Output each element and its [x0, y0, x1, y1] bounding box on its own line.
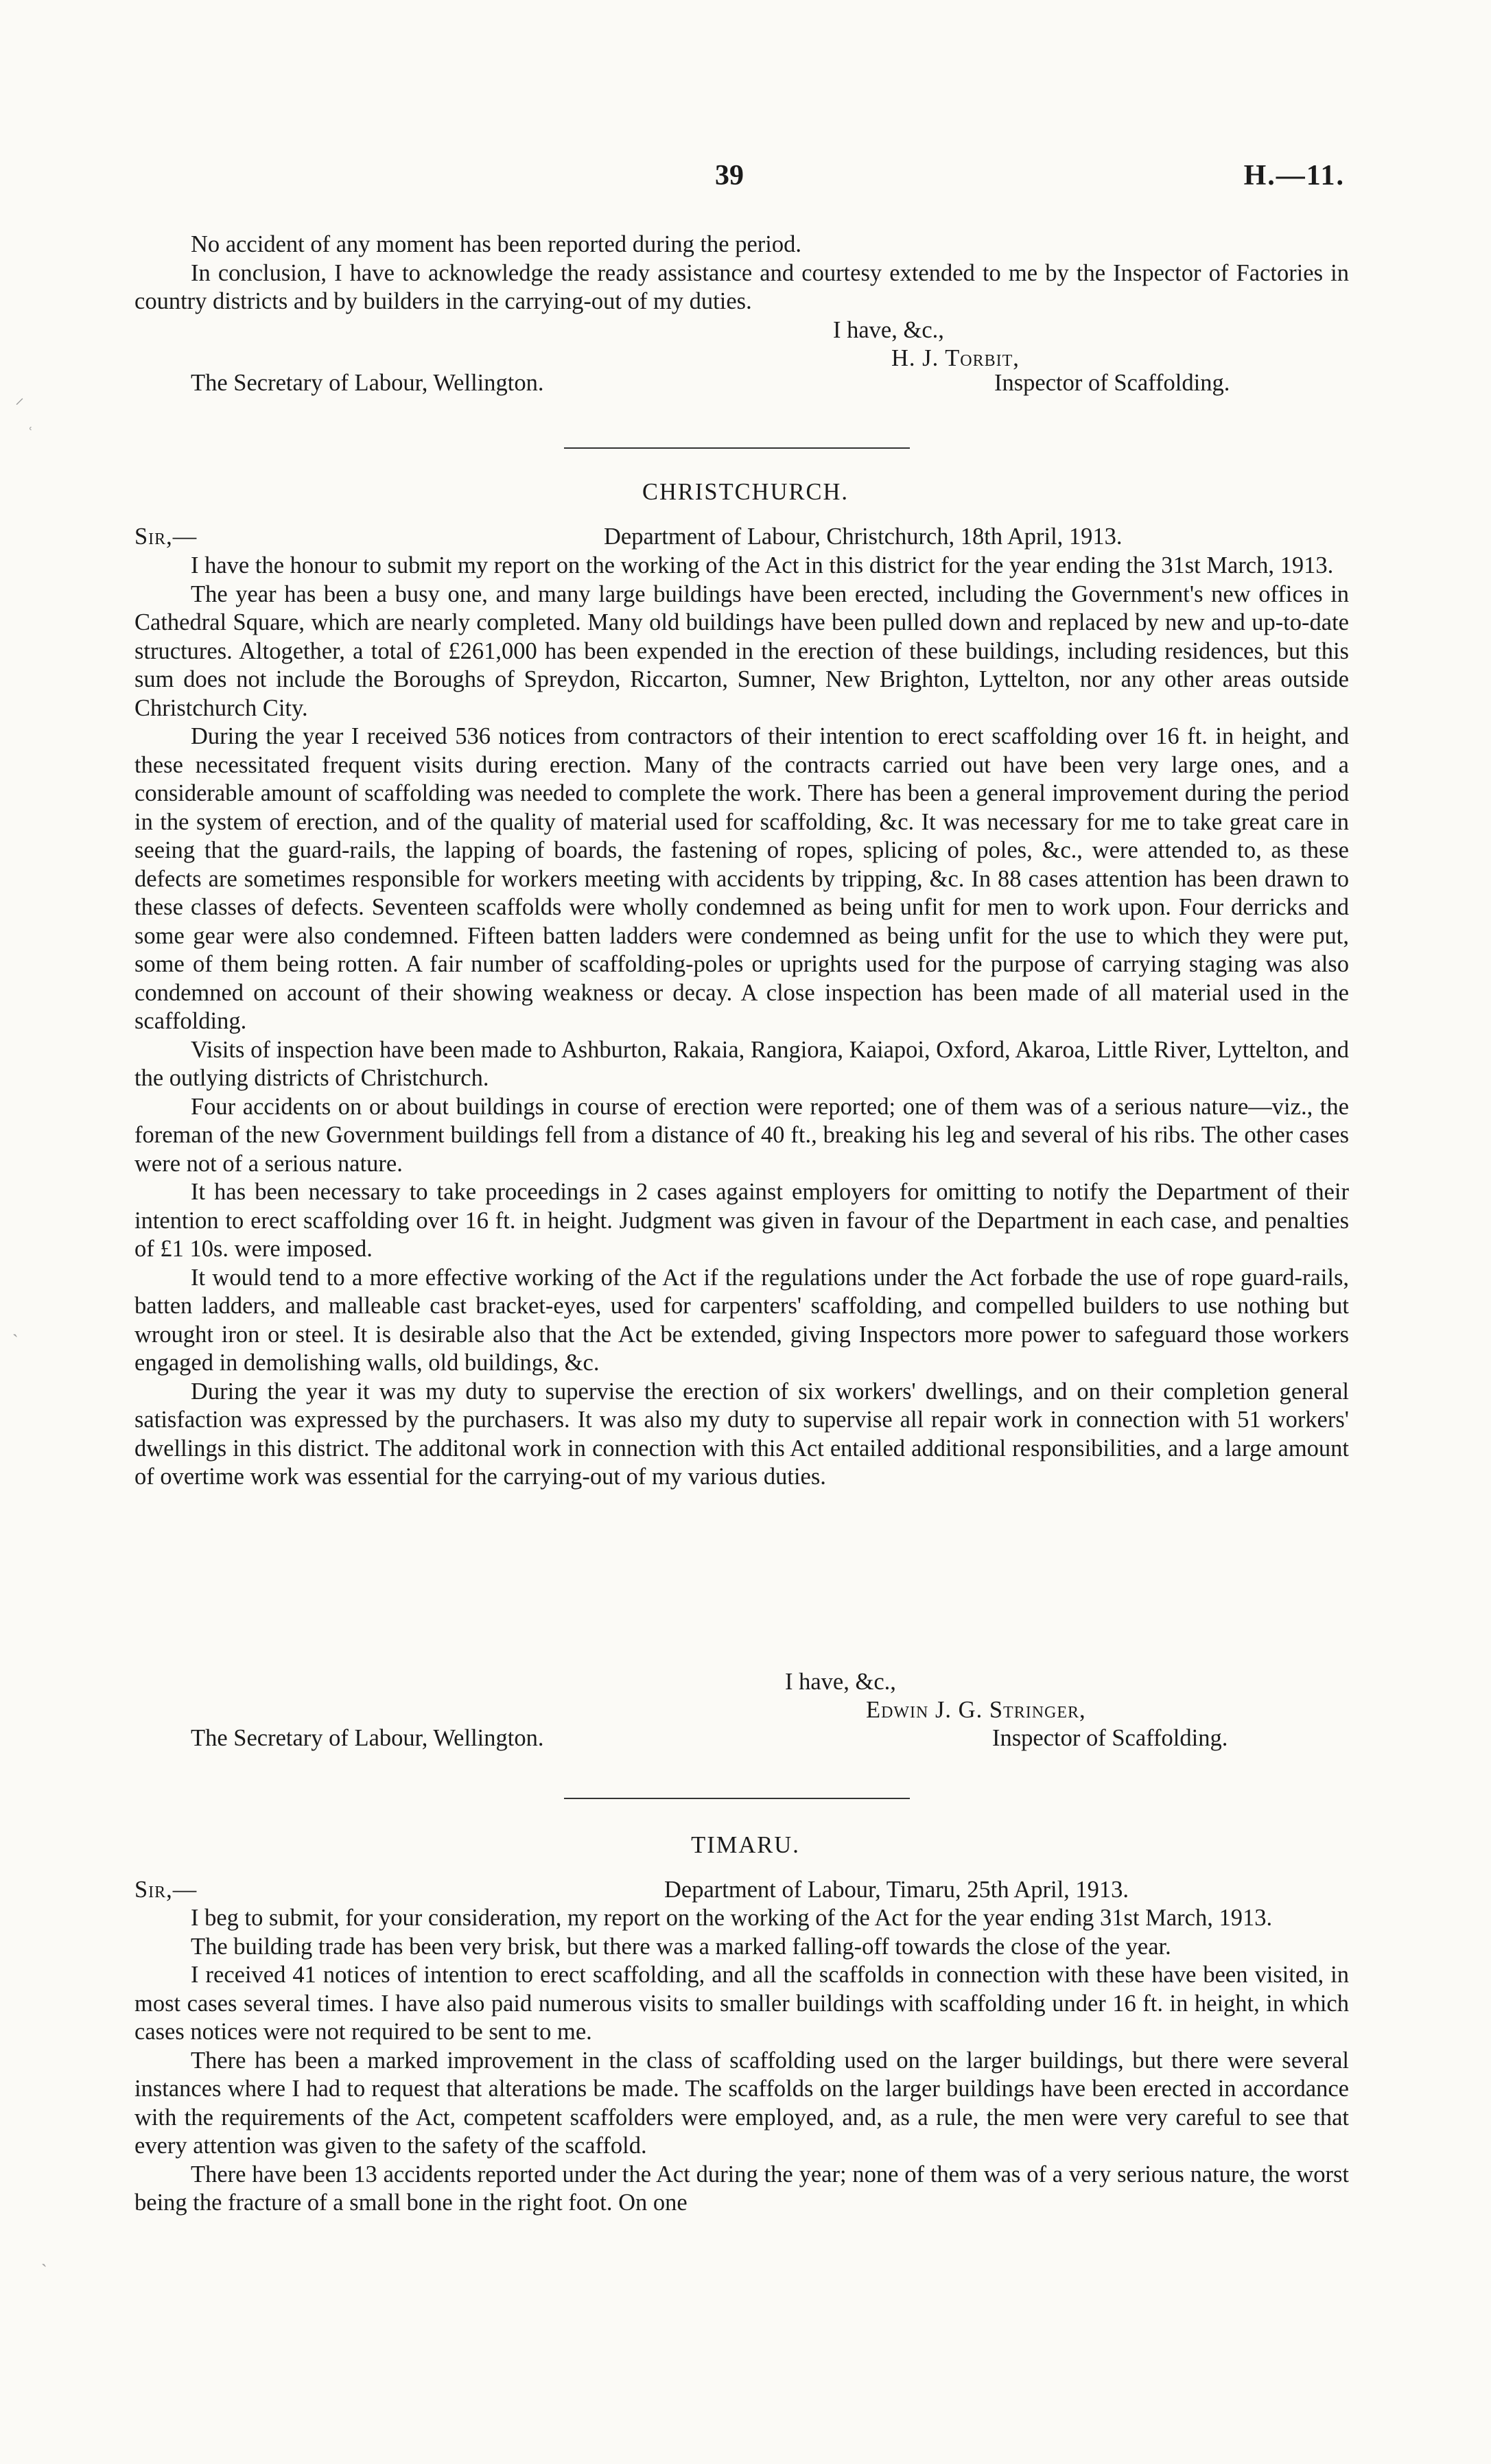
addressee: The Secretary of Labour, Wellington. [191, 370, 544, 396]
document-code: H.—11. [1243, 160, 1345, 191]
signature-name: H. J. Torbit, [891, 345, 1020, 371]
scan-mark: ⸝ [15, 388, 25, 408]
signature-title: Inspector of Scaffolding. [992, 1725, 1228, 1751]
paragraph: Four accidents on or about buildings in course of erection were reported; one of them was of a serious nature—viz., the foreman of the new Government buildings fell from a distance of 40 ft., breaking his leg and several of his ribs. The other cases were not of a serious nature. [134, 1093, 1349, 1177]
previous-report-tail [134, 231, 1349, 316]
timaru-report-body [134, 1904, 1349, 2218]
paragraph: It would tend to a more effective working of the Act if the regulations under the Act forbade the use of rope guard-rails, batten ladders, and malleable cast bracket-eyes, used for carpenters' scaffolding, and compelled builders to use nothing but wrought iron or steel. It is desirable also that the Act be extended, giving Inspectors more power to safeguard those workers engaged in demolishing walls, old buildings, &c. [134, 1264, 1349, 1376]
paragraph: I received 41 notices of intention to erect scaffolding, and all the scaffolds in connection with these have been visited, in most cases several times. I have also paid numerous visits to smaller buildings with scaffolding under 16 ft. in height, in which cases notices were not required to be sent to me. [134, 1962, 1349, 2045]
section-heading-timaru: TIMARU. [691, 1832, 800, 1858]
page-number: 39 [715, 160, 744, 191]
scan-mark: ˎ [12, 1317, 19, 1337]
dateline: Department of Labour, Christchurch, 18th April, 1913. [604, 524, 1123, 550]
paragraph: Visits of inspection have been made to Ashburton, Rakaia, Rangiora, Kaiapoi, Oxford, Akaroa, Little River, Lyttelton, and the outlying districts of Christchurch. [134, 1036, 1349, 1091]
dateline: Department of Labour, Timaru, 25th April, 1913. [664, 1877, 1129, 1903]
paragraph: The year has been a busy one, and many large buildings have been erected, including the Government's new offices in Cathedral Square, which are nearly completed. Many old buildings have been pulled down and replaced by new and up-to-date structures. Altogether, a total of £261,000 has been expended in the erection of these buildings, including residences, but this sum does not include the Boroughs of Spreydon, Riccarton, Sumner, New Brighton, Lyttelton, nor any other areas outside Christchurch City. [134, 580, 1349, 721]
section-divider [564, 1798, 910, 1799]
section-heading-christchurch: CHRISTCHURCH. [642, 479, 849, 505]
paragraph: No accident of any moment has been reported during the period. [191, 231, 801, 257]
section-divider [564, 447, 910, 449]
closing: I have, &c., [785, 1669, 896, 1695]
paragraph: During the year it was my duty to supervise the erection of six workers' dwellings, and on their completion general satisfaction was expressed by the purchasers. It was also my duty to supervise all repair work in connection with 51 workers' dwellings in this district. The additonal work in connection with this Act entailed additional responsibilities, and a large amount of overtime work was essential for the carrying-out of my various duties. [134, 1378, 1349, 1490]
paragraph: I beg to submit, for your consideration, my report on the working of the Act for the year ending 31st March, 1913. [191, 1905, 1273, 1931]
paragraph: The building trade has been very brisk, but there was a marked falling-off towards the close of the year. [191, 1933, 1171, 1960]
paragraph: I have the honour to submit my report on the working of the Act in this district for the year ending the 31st March, 1913. [191, 552, 1334, 578]
closing: I have, &c., [833, 317, 944, 343]
scan-mark: ˓ [27, 415, 34, 435]
signature-name: Edwin J. G. Stringer, [866, 1697, 1086, 1723]
scan-mark: ˏ [41, 2247, 47, 2267]
paragraph: During the year I received 536 notices from contractors of their intention to erect scaffolding over 16 ft. in height, and these necessitated frequent visits during erection. Many of the contracts carried out have been very large ones, and a considerable amount of scaffolding was needed to complete the work. There has been a general improvement during the period in the system of erection, and of the quality of material used for scaffolding, &c. It was necessary for me to take great care in seeing that the guard-rails, the lapping of boards, the fastening of ropes, splicing of poles, &c., were attended to, as these defects are sometimes responsible for workers meeting with accidents by tripping, &c. In 88 cases attention has been drawn to these classes of defects. Seventeen scaffolds were wholly condemned as being unfit for men to work upon. Four derricks and some gear were also condemned. Fifteen batten ladders were condemned as being unfit for the use to which they were put, some of them being rotten. A fair number of scaffolding-poles or uprights used for the purpose of carrying staging was also condemned on account of their showing weakness or decay. A close inspection has been made of all material used in the scaffolding. [134, 723, 1349, 1034]
paragraph: There have been 13 accidents reported under the Act during the year; none of them was of a very serious nature, the worst being the fracture of a small bone in the right foot. On one [134, 2161, 1349, 2216]
signature-title: Inspector of Scaffolding. [994, 370, 1230, 396]
addressee: The Secretary of Labour, Wellington. [191, 1725, 544, 1751]
paragraph: In conclusion, I have to acknowledge the ready assistance and courtesy extended to me by the Inspector of Factories in country districts and by builders in the carrying-out of my duties. [134, 259, 1349, 314]
salutation: Sir,— [134, 1877, 198, 1903]
paragraph: It has been necessary to take proceedings in 2 cases against employers for omitting to notify the Department of their intention to erect scaffolding over 16 ft. in height. Judgment was given in favour of the Department in each case, and penalties of £1 10s. were imposed. [134, 1179, 1349, 1262]
christchurch-report-body [134, 552, 1349, 1492]
salutation: Sir,— [134, 524, 198, 550]
paragraph: There has been a marked improvement in the class of scaffolding used on the larger buildings, but there were several instances where I had to request that alterations be made. The scaffolds on the larger buildings have been erected in accordance with the requirements of the Act, competent scaffolders were employed, and, as a rule, the men were very careful to see that every attention was given to the safety of the scaffold. [134, 2047, 1349, 2159]
